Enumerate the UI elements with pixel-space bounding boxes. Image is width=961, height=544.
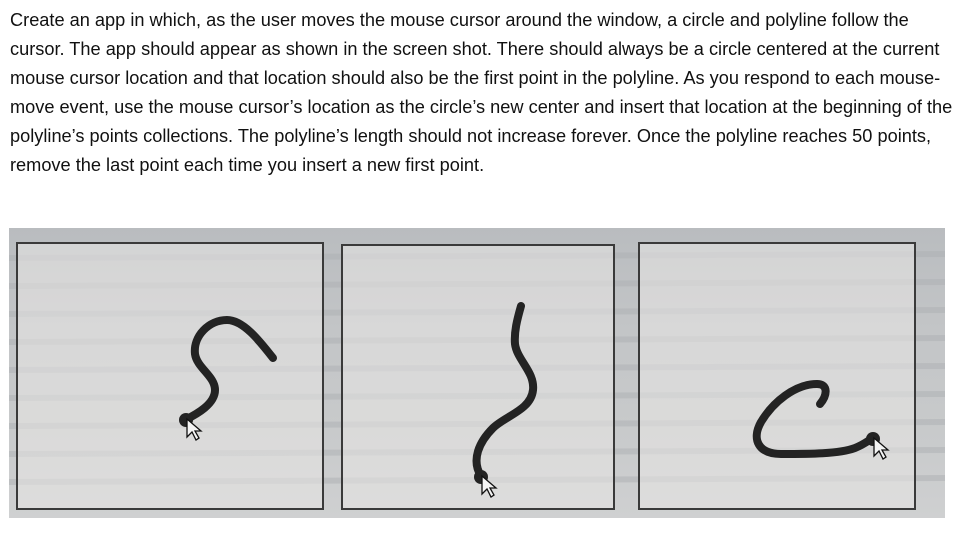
photo-canvas bbox=[9, 228, 945, 518]
window-1 bbox=[17, 243, 323, 509]
window-3 bbox=[639, 243, 915, 509]
window-3-frame bbox=[639, 243, 915, 509]
screenshot-photo bbox=[9, 228, 945, 518]
assignment-instructions: Create an app in which, as the user moves the mouse cursor around the window, a circle and polyline follow the cursor. The app should appear as shown in the screen shot. There should always be a circle centered at the current mouse cursor location and that location should also be the first point in the polyline. As you respond to each mouse-move event, use the mouse cursor’s location as the circle’s new center and insert that location at the beginning of the polyline’s points collections. The polyline’s length should not increase forever. Once the polyline reaches 50 points, remove the last point each time you insert a new first point. bbox=[10, 10, 953, 175]
window-1-frame bbox=[17, 243, 323, 509]
window-2 bbox=[342, 245, 614, 509]
